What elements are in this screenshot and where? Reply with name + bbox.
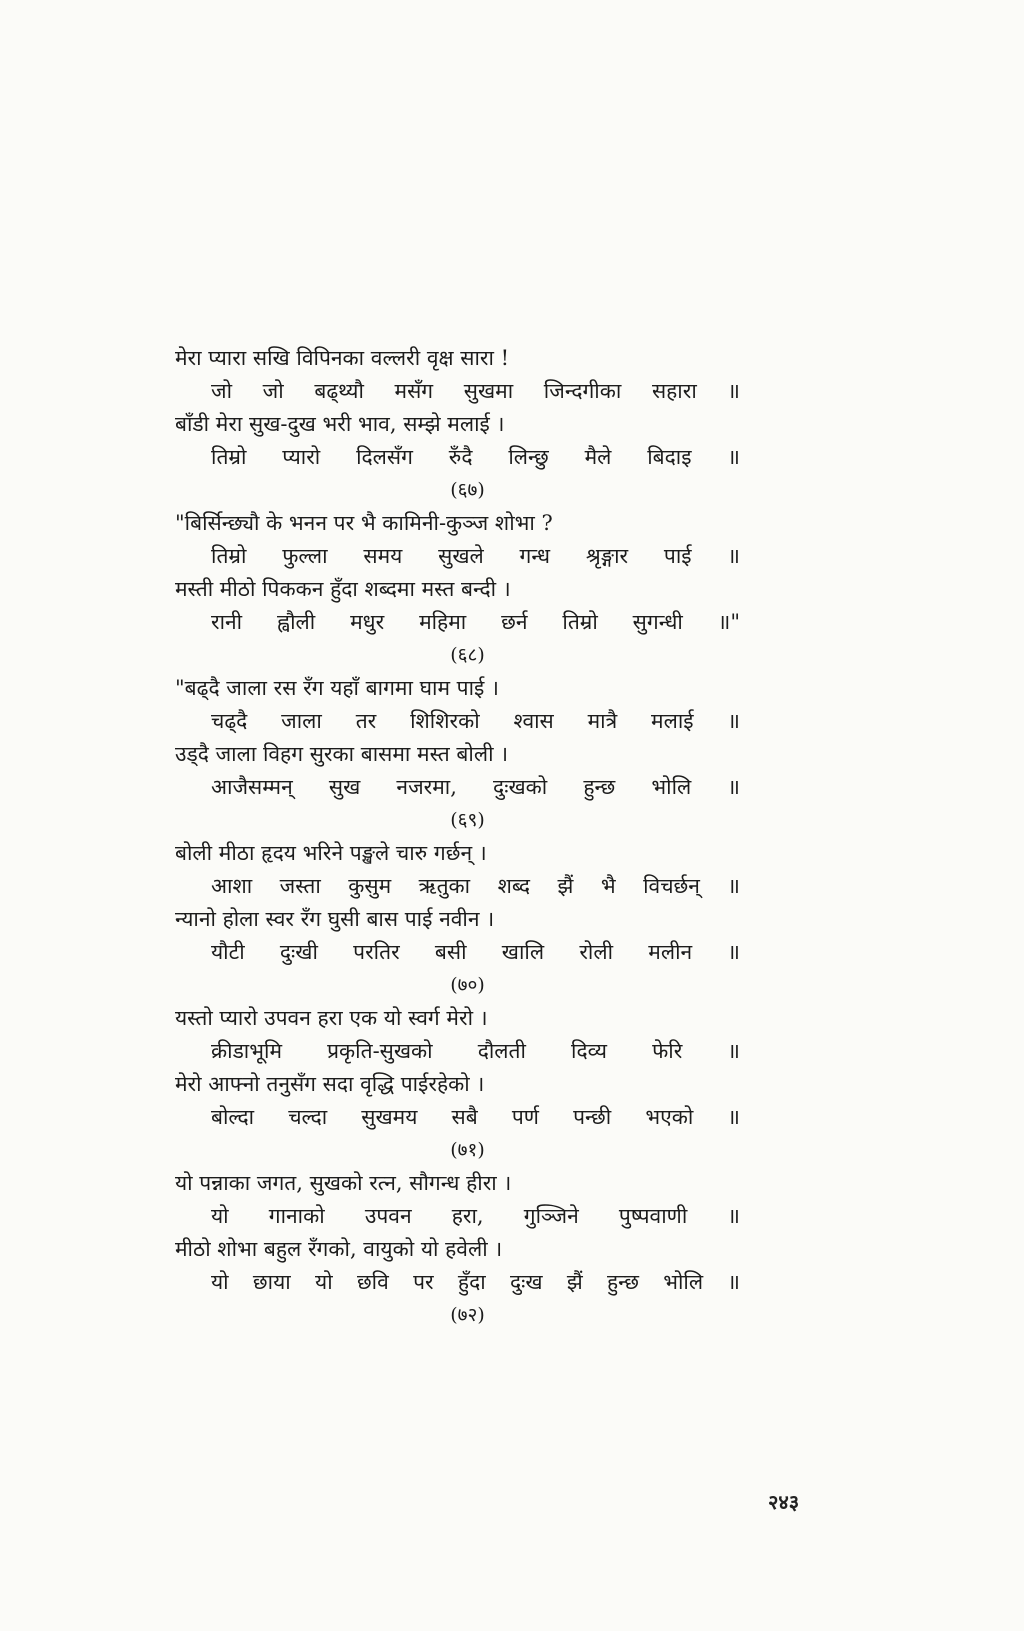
- verse-line: न्यानो होला स्वर रँग घुसी बास पाई नवीन ।: [175, 907, 495, 931]
- verse: [175, 675, 740, 840]
- verse-line: "बढ्दै जाला रस रँग यहाँ बागमा घाम पाई ।: [175, 676, 499, 700]
- verse-line: यो छाया यो छवि पर हुँदा दुःख झैं हुन्छ भोलि ॥: [211, 1270, 740, 1294]
- verse-line: तिम्रो फुल्ला समय सुखले गन्ध श्रृङ्गार पाई ॥: [211, 544, 740, 568]
- page-number: २४३: [768, 1490, 800, 1514]
- verse-number: (७२): [450, 1304, 485, 1326]
- verse-number: (७१): [450, 1139, 485, 1161]
- verse-line: रानी ह्वौली मधुर महिमा छर्न तिम्रो सुगन्धी ॥": [211, 610, 740, 634]
- verse-line: मस्ती मीठो पिककन हुँदा शब्दमा मस्त बन्दी ।: [175, 577, 511, 601]
- verse-number: (६७): [450, 479, 485, 501]
- verse-line: बोल्दा चल्दा सुखमय सबै पर्ण पन्छी भएको ॥: [211, 1105, 740, 1129]
- verse-line: बाँडी मेरा सुख-दुख भरी भाव, सम्झे मलाई ।: [175, 412, 505, 436]
- verse-line: मेरा प्यारा सखि विपिनका वल्लरी वृक्ष सारा !: [175, 346, 510, 370]
- verse-line: यौटी दुःखी परतिर बसी खालि रोली मलीन ॥: [211, 940, 740, 964]
- verse: [175, 1170, 740, 1335]
- verse: [175, 1005, 740, 1170]
- verse-line: यो पन्नाका जगत, सुखको रत्न, सौगन्ध हीरा ।: [175, 1171, 512, 1195]
- verse-line: आजैसम्मन् सुख नजरमा, दुःखको हुन्छ भोलि ॥: [211, 775, 740, 799]
- verse-line: यस्तो प्यारो उपवन हरा एक यो स्वर्ग मेरो ।: [175, 1006, 488, 1030]
- verse-line: यो गानाको उपवन हरा, गुञ्जिने पुष्पवाणी ॥: [211, 1204, 740, 1228]
- verse-line: तिम्रो प्यारो दिलसँग रुँदै लिन्छु मैले बिदाइ ॥: [211, 445, 740, 469]
- verse-line: "बिर्सिन्छ्यौ के भनन पर भै कामिनी-कुञ्ज शोभा ?: [175, 511, 553, 535]
- verse-line: आशा जस्ता कुसुम ऋतुका शब्द झैं भै विचर्छन् ॥: [211, 874, 740, 898]
- verse-line: मेरो आफ्नो तनुसँग सदा वृद्धि पाईरहेको ।: [175, 1072, 485, 1096]
- verse: [175, 840, 740, 1005]
- verse-line: मीठो शोभा बहुल रँगको, वायुको यो हवेली ।: [175, 1237, 503, 1261]
- verse-line: चढ्दै जाला तर शिशिरको श्वास मात्रै मलाई ॥: [211, 709, 740, 733]
- verse-number: (७०): [450, 974, 485, 996]
- verse-line: बोली मीठा हृदय भरिने पङ्खले चारु गर्छन् ।: [175, 841, 487, 865]
- verse-line: जो जो बढ्थ्यौ मसँग सुखमा जिन्दगीका सहारा ॥: [211, 379, 740, 403]
- verse: [175, 510, 740, 675]
- verse-line: उड्दै जाला विहग सुरका बासमा मस्त बोली ।: [175, 742, 509, 766]
- poem-body: [175, 345, 740, 1335]
- verse: [175, 345, 740, 510]
- verse-line: क्रीडाभूमि प्रकृति-सुखको दौलती दिव्य फेरि ॥: [211, 1039, 740, 1063]
- verse-number: (६९): [450, 809, 485, 831]
- verse-number: (६८): [450, 644, 485, 666]
